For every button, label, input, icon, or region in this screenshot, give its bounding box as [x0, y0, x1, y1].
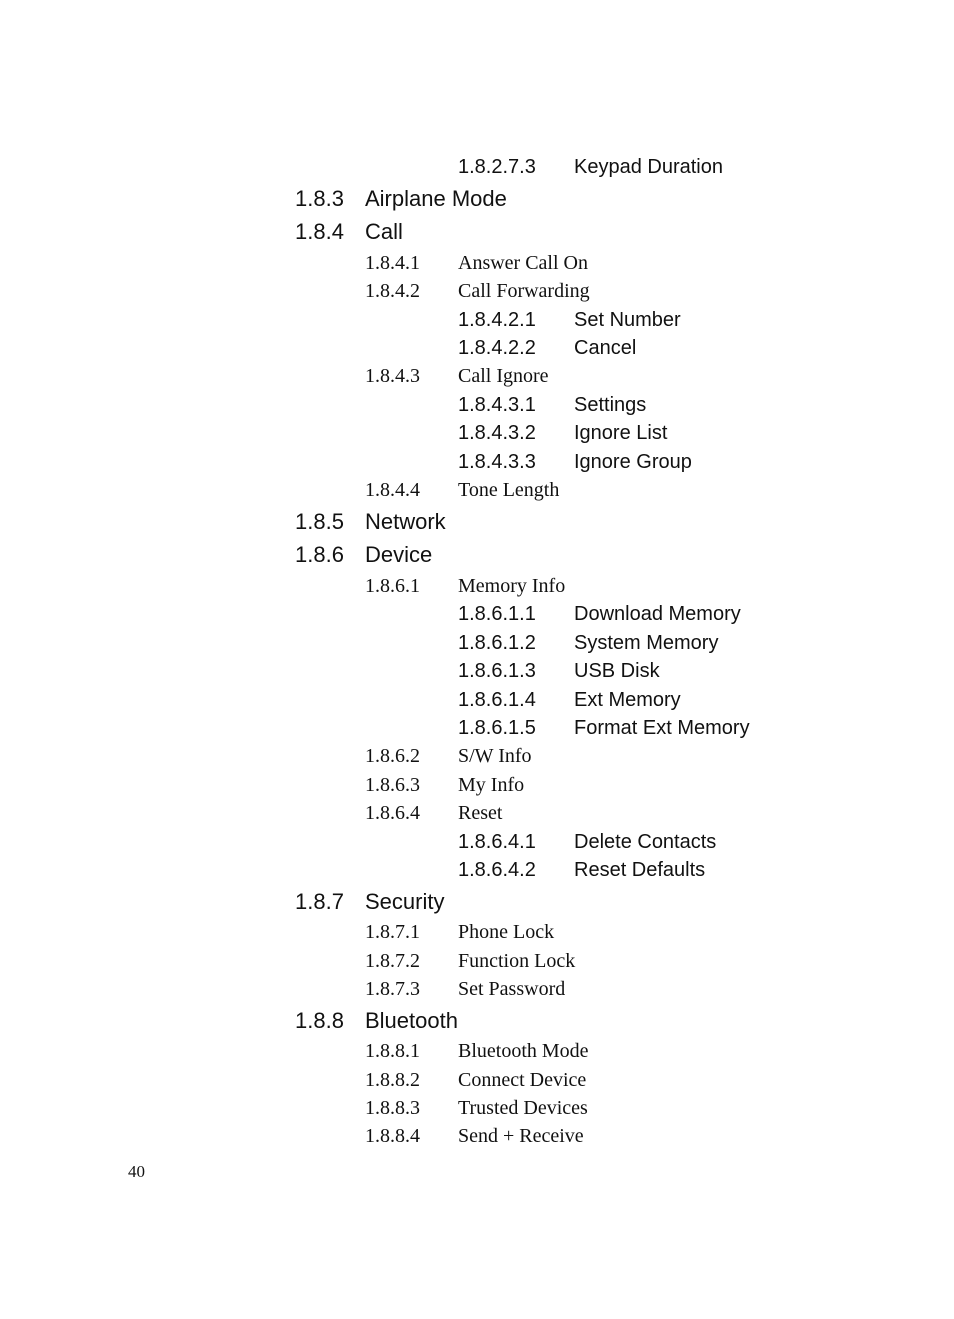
entry-label: Memory Info	[458, 575, 566, 597]
entry-number: 1.8.6.1.5	[458, 717, 536, 739]
entry-label: My Info	[458, 774, 525, 796]
entry-number: 1.8.5	[295, 509, 344, 534]
entry-number: 1.8.6.2	[365, 745, 420, 767]
entry-number: 1.8.4.3.2	[458, 422, 536, 444]
entry-label: Reset	[458, 802, 503, 824]
entry-label: Function Lock	[458, 950, 576, 972]
entry-number: 1.8.4	[295, 219, 344, 244]
entry-number: 1.8.6.4.2	[458, 859, 536, 881]
entry-label: Settings	[574, 394, 647, 416]
entry-number: 1.8.7	[295, 889, 344, 914]
entry-label: Set Number	[574, 309, 681, 331]
entry-label: USB Disk	[574, 660, 660, 682]
entry-label: System Memory	[574, 632, 719, 654]
entry-label: Trusted Devices	[458, 1097, 588, 1119]
entry-number: 1.8.4.3.3	[458, 451, 536, 473]
entry-label: Ext Memory	[574, 689, 681, 711]
entry-label: Call	[365, 219, 403, 244]
entry-label: Format Ext Memory	[574, 717, 750, 739]
entry-label: Delete Contacts	[574, 831, 717, 853]
entry-label: Send + Receive	[458, 1125, 584, 1147]
entry-label: Device	[365, 542, 433, 567]
entry-label: Airplane Mode	[365, 186, 507, 211]
entry-number: 1.8.8.1	[365, 1040, 420, 1062]
entry-number: 1.8.6.1.2	[458, 632, 536, 654]
entry-number: 1.8.6.1.1	[458, 603, 536, 625]
entry-label: Download Memory	[574, 603, 741, 625]
entry-label: Bluetooth	[365, 1008, 458, 1033]
entry-label: Keypad Duration	[574, 156, 723, 178]
entry-number: 1.8.3	[295, 186, 344, 211]
entry-number: 1.8.8	[295, 1008, 344, 1033]
entry-number: 1.8.4.1	[365, 252, 420, 274]
page-number: 40	[128, 1162, 145, 1181]
entry-label: Cancel	[574, 337, 637, 359]
entry-number: 1.8.8.3	[365, 1097, 420, 1119]
entry-number: 1.8.7.2	[365, 950, 420, 972]
entry-number: 1.8.4.4	[365, 479, 420, 501]
entry-label: Network	[365, 509, 446, 534]
entry-number: 1.8.6.3	[365, 774, 420, 796]
entry-number: 1.8.4.2.2	[458, 337, 536, 359]
entry-number: 1.8.6.1.3	[458, 660, 536, 682]
entry-number: 1.8.6.1	[365, 575, 420, 597]
entry-label: Connect Device	[458, 1069, 587, 1091]
entry-number: 1.8.6.4	[365, 802, 420, 824]
entry-label: Phone Lock	[458, 921, 555, 943]
entry-number: 1.8.4.3	[365, 365, 420, 387]
entry-label: Security	[365, 889, 445, 914]
entry-label: Call Ignore	[458, 365, 549, 387]
entry-label: Bluetooth Mode	[458, 1040, 589, 1062]
entry-number: 1.8.4.2	[365, 280, 420, 302]
entry-label: Tone Length	[458, 479, 560, 501]
entry-number: 1.8.2.7.3	[458, 156, 536, 178]
entry-label: Reset Defaults	[574, 859, 706, 881]
entry-number: 1.8.6.4.1	[458, 831, 536, 853]
entry-label: Ignore Group	[574, 451, 692, 473]
entry-number: 1.8.8.4	[365, 1125, 420, 1147]
entry-label: Answer Call On	[458, 252, 588, 274]
entry-label: Set Password	[458, 978, 566, 1000]
entry-number: 1.8.6.1.4	[458, 689, 536, 711]
entry-number: 1.8.4.3.1	[458, 394, 536, 416]
entry-number: 1.8.8.2	[365, 1069, 420, 1091]
entry-number: 1.8.6	[295, 542, 344, 567]
entry-number: 1.8.7.3	[365, 978, 420, 1000]
entry-label: S/W Info	[458, 745, 532, 767]
entry-label: Ignore List	[574, 422, 668, 444]
entry-number: 1.8.7.1	[365, 921, 420, 943]
entry-label: Call Forwarding	[458, 280, 590, 302]
entry-number: 1.8.4.2.1	[458, 309, 536, 331]
